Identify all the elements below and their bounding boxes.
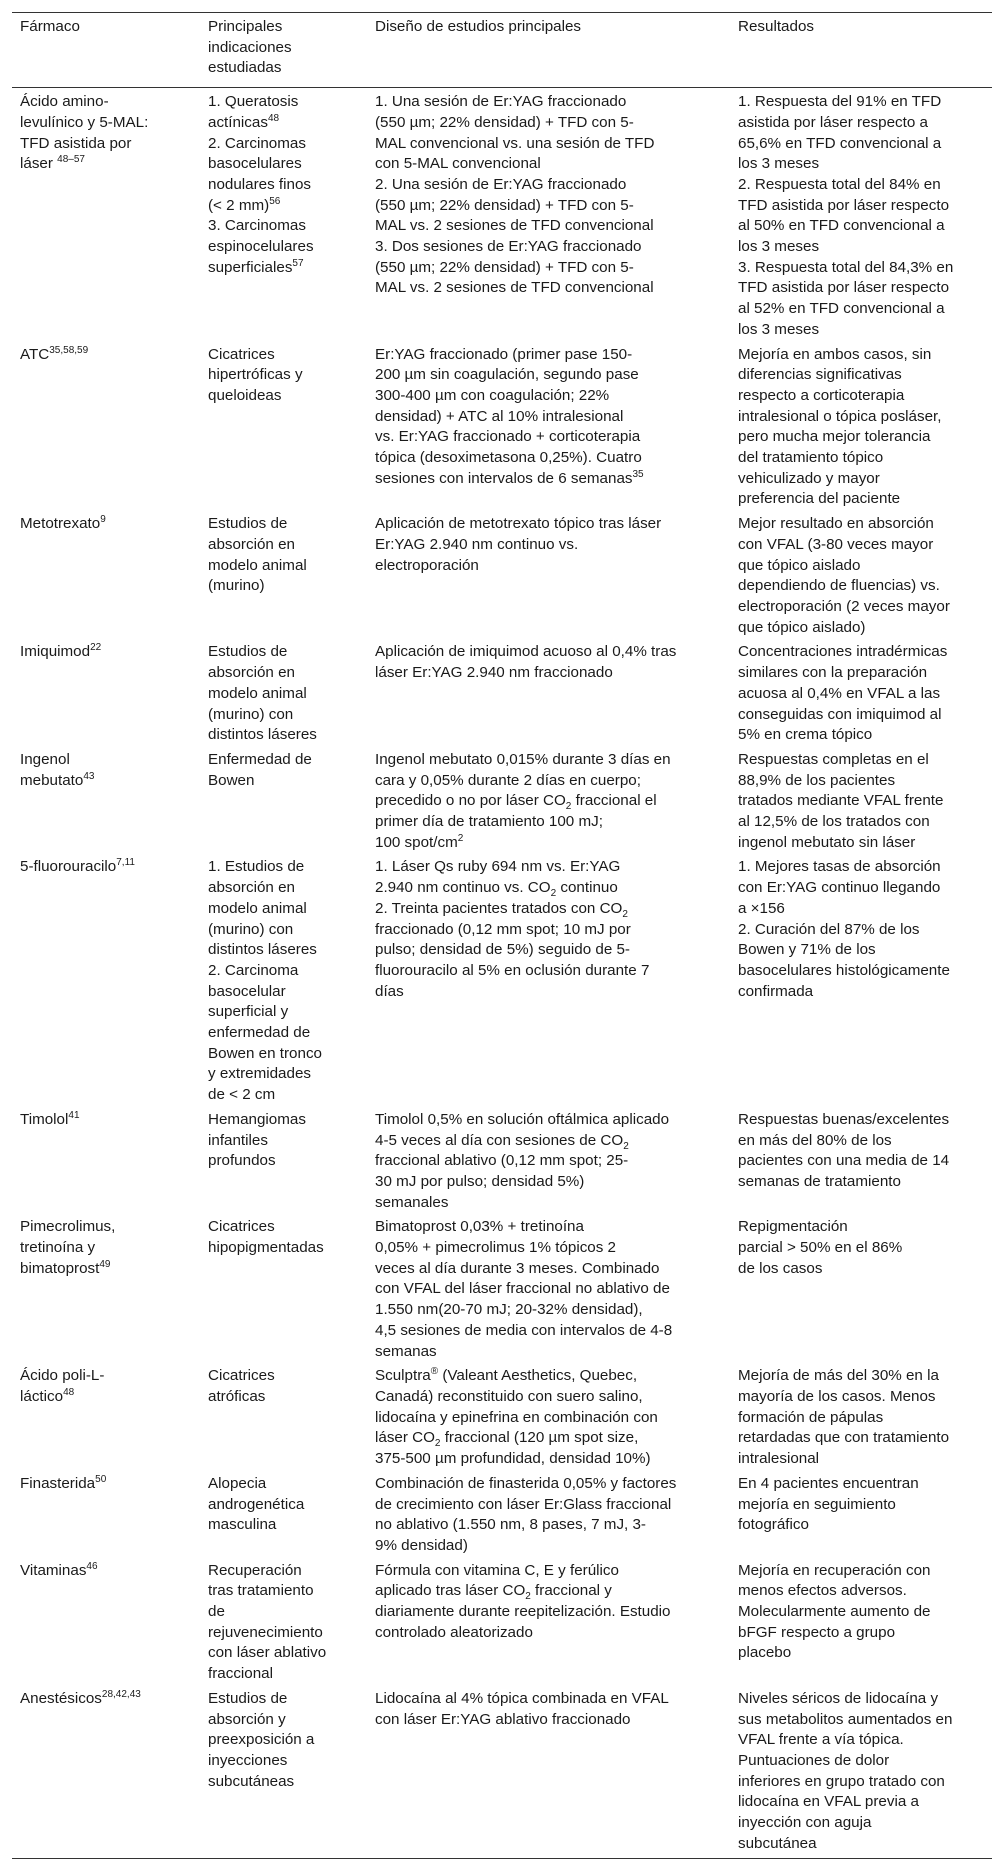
- cell-line: subcutánea: [738, 1834, 817, 1852]
- cell-line: Timolol$^{41}$: [20, 1109, 80, 1128]
- drug-cell: [12, 1561, 200, 1689]
- cell-line: no ablativo (1.550 nm, 8 pases, 7 mJ, 3-: [375, 1516, 646, 1534]
- cell-line: Vitaminas$^{46}$: [20, 1560, 98, 1579]
- header-results: [730, 13, 992, 88]
- cell-line: sus metabolitos aumentados en: [738, 1710, 953, 1728]
- cell-line: MAL vs. 2 sesiones de TFD convencional: [375, 217, 654, 235]
- cell-line: Lidocaína al 4% tópica combinada en VFAL: [375, 1689, 669, 1707]
- cell-line: atróficas: [208, 1388, 266, 1405]
- cell-line: al 12,5% de los tratados con: [738, 813, 930, 831]
- table-row: [12, 857, 992, 1109]
- table-row: [12, 1217, 992, 1366]
- cell-line: 2. Carcinoma: [208, 961, 299, 979]
- cell-line: Er:YAG fraccionado (primer pase 150-: [375, 345, 633, 363]
- cell-line: tras tratamiento: [208, 1582, 314, 1600]
- cell-line: Niveles séricos de lidocaína y: [738, 1689, 939, 1707]
- cell-line: (550 µm; 22% densidad) + TFD con 5-: [375, 258, 634, 276]
- cell-line: absorción en: [208, 535, 295, 553]
- drug-cell: [12, 857, 200, 1109]
- cell-line: subcutáneas: [208, 1772, 295, 1790]
- cell-line: similares con la preparación: [738, 664, 928, 682]
- cell-line: pero mucha mejor tolerancia: [738, 428, 931, 446]
- cell-line: 1. Estudios de: [208, 858, 305, 876]
- cell-line: superficial y: [208, 1003, 289, 1021]
- cell-line: Estudios de: [208, 515, 288, 533]
- cell-line: láser $^{48-57}$: [20, 154, 85, 173]
- cell-line: 4-5 veces al día con sesiones de $CO_2$: [375, 1131, 629, 1152]
- cell-line: inferiores en grupo tratado con: [738, 1772, 945, 1790]
- cell-line: infantiles: [208, 1131, 268, 1149]
- table-header-row: [12, 13, 992, 88]
- cell-line: fluorouracilo al 5% en oclusión durante 7: [375, 961, 650, 979]
- cell-line: Bimatoprost 0,03% + tretinoína: [375, 1218, 584, 1236]
- cell-line: Recuperación: [208, 1561, 302, 1579]
- cell-line: 3. Carcinomas: [208, 217, 306, 235]
- cell-line: basocelulares histológicamente: [738, 961, 950, 979]
- header-drug: [12, 13, 200, 88]
- cell-line: 1.550 nm(20-70 mJ; 20-32% densidad),: [375, 1301, 643, 1319]
- cell-line: de crecimiento con láser Er:Glass fraccional: [375, 1495, 672, 1513]
- indications-cell: [200, 1217, 367, 1366]
- results-cell: [730, 1217, 992, 1366]
- cell-line: con VFAL (3-80 veces mayor: [738, 535, 934, 553]
- cell-line: semanales: [375, 1193, 449, 1211]
- cell-line: 2. Respuesta total del 84% en: [738, 175, 941, 193]
- indications-cell: [200, 642, 367, 750]
- cell-line: androgenética: [208, 1495, 305, 1513]
- results-cell: [730, 1561, 992, 1689]
- results-cell: [730, 642, 992, 750]
- cell-line: Finasterida$^{50}$: [20, 1473, 107, 1492]
- cell-line: distintos láseres: [208, 941, 317, 959]
- design-cell: [367, 642, 730, 750]
- cell-line: nodulares finos: [208, 175, 312, 193]
- cell-line: aplicado tras láser $CO_2$ fraccional y: [375, 1582, 612, 1603]
- table-row: [12, 88, 992, 345]
- cell-line: Canadá) reconstituido con suero salino,: [375, 1388, 643, 1405]
- cell-line: queloideas: [208, 386, 282, 404]
- cell-line: láctico$^{48}$: [20, 1386, 75, 1405]
- header-indications: [200, 13, 367, 88]
- cell-line: 1. Mejores tasas de absorción: [738, 858, 941, 876]
- cell-line: modelo animal: [208, 899, 307, 917]
- cell-line: Bowen: [208, 771, 255, 789]
- drug-cell: [12, 1689, 200, 1859]
- cell-line: Bowen y 71% de los: [738, 941, 876, 959]
- cell-line: Fórmula con vitamina C, E y ferúlico: [375, 1561, 619, 1579]
- cell-line: VFAL frente a vía tópica.: [738, 1731, 904, 1749]
- cell-line: pulso; densidad de 5%) seguido de 5-: [375, 941, 630, 959]
- cell-line: Combinación de finasterida 0,05% y factores: [375, 1474, 677, 1492]
- cell-line: actínicas$^{48}$: [208, 112, 280, 131]
- cell-line: Mejor resultado en absorción: [738, 515, 934, 533]
- cell-line: MAL convencional vs. una sesión de TFD: [375, 134, 655, 152]
- cell-line: electroporación (2 veces mayor: [738, 597, 950, 615]
- cell-line: 100 spot/$cm^2$: [375, 832, 464, 851]
- cell-line: levulínico y 5-MAL:: [20, 113, 149, 131]
- cell-line: respecto a corticoterapia: [738, 386, 905, 404]
- cell-line: mejoría en seguimiento: [738, 1495, 896, 1513]
- cell-line: (550 µm; 22% densidad) + TFD con 5-: [375, 196, 634, 214]
- cell-line: 88,9% de los pacientes: [738, 771, 896, 789]
- cell-line: Imiquimod$^{22}$: [20, 642, 102, 661]
- design-cell: [367, 514, 730, 642]
- cell-line: y extremidades: [208, 1065, 311, 1083]
- cell-line: Mejoría de más del 30% en la: [738, 1367, 939, 1385]
- indications-cell: [200, 1561, 367, 1689]
- cell-line: 4,5 sesiones de media con intervalos de 4-8: [375, 1321, 673, 1339]
- cell-line: Molecularmente aumento de: [738, 1603, 931, 1621]
- cell-line: rejuvenecimiento: [208, 1623, 323, 1641]
- cell-line: lidocaína y epinefrina en combinación con: [375, 1408, 658, 1426]
- cell-line: (< 2 mm)$^{56}$: [208, 195, 281, 214]
- cell-line: TFD asistida por: [20, 134, 132, 152]
- cell-line: Estudios de: [208, 1689, 288, 1707]
- cell-line: láser Er:YAG 2.940 nm fraccionado: [375, 664, 613, 682]
- design-cell: [367, 857, 730, 1109]
- drug-cell: [12, 1110, 200, 1218]
- cell-line: Ácido amino-: [20, 93, 109, 111]
- cell-line: absorción y: [208, 1710, 286, 1728]
- cell-line: electroporación: [375, 556, 479, 574]
- table-row: [12, 642, 992, 750]
- drug-cell: [12, 88, 200, 345]
- drug-cell: [12, 514, 200, 642]
- cell-line: modelo animal: [208, 684, 307, 702]
- cell-line: 2. Carcinomas: [208, 134, 306, 152]
- cell-line: controlado aleatorizado: [375, 1623, 533, 1641]
- cell-line: Mejoría en recuperación con: [738, 1561, 931, 1579]
- drug-cell: [12, 1474, 200, 1561]
- cell-line: 2. Treinta pacientes tratados con $CO_2$: [375, 899, 628, 920]
- cell-line: 1. Una sesión de Er:YAG fraccionado: [375, 93, 627, 111]
- cell-line: Concentraciones intradérmicas: [738, 643, 948, 661]
- indications-cell: [200, 345, 367, 515]
- cell-line: intralesional o tópica posláser,: [738, 407, 942, 425]
- cell-line: cara y 0,05% durante 2 días en cuerpo;: [375, 771, 641, 789]
- table-row: [12, 1561, 992, 1689]
- cell-line: (murino) con: [208, 920, 294, 938]
- cell-line: con láser Er:YAG ablativo fraccionado: [375, 1710, 631, 1728]
- cell-line: vehiculizado y mayor: [738, 469, 880, 487]
- cell-line: Bowen en tronco: [208, 1044, 322, 1062]
- cell-line: al 50% en TFD convencional a: [738, 217, 945, 235]
- results-cell: [730, 88, 992, 345]
- cell-line: TFD asistida por láser respecto: [738, 196, 950, 214]
- drug-delivery-table: [12, 12, 992, 1859]
- cell-line: 2. Curación del 87% de los: [738, 920, 920, 938]
- cell-line: Anestésicos$^{28,42,43}$: [20, 1688, 141, 1707]
- cell-line: Cicatrices: [208, 345, 275, 363]
- cell-line: 65,6% en TFD convencional a: [738, 134, 942, 152]
- cell-line: 3. Dos sesiones de Er:YAG fraccionado: [375, 238, 642, 256]
- cell-line: días: [375, 982, 404, 1000]
- cell-line: Metotrexato$^9$: [20, 514, 106, 533]
- table-row: [12, 1110, 992, 1218]
- cell-line: Cicatrices: [208, 1367, 275, 1385]
- cell-line: fotográfico: [738, 1516, 809, 1534]
- cell-line: Repigmentación: [738, 1218, 848, 1236]
- cell-line: Aplicación de imiquimod acuoso al 0,4% tras: [375, 643, 677, 661]
- design-cell: [367, 1689, 730, 1859]
- cell-line: 2. Una sesión de Er:YAG fraccionado: [375, 175, 627, 193]
- design-cell: [367, 1110, 730, 1218]
- table-row: [12, 514, 992, 642]
- cell-line: 375-500 µm profundidad, densidad 10%): [375, 1450, 651, 1468]
- cell-line: indicaciones: [208, 38, 292, 56]
- table-row: [12, 750, 992, 858]
- cell-line: 200 µm sin coagulación, segundo pase: [375, 366, 639, 384]
- cell-line: 30 mJ por pulso; densidad 5%): [375, 1172, 585, 1190]
- cell-line: (murino) con: [208, 705, 294, 723]
- drug-cell: [12, 642, 200, 750]
- cell-line: sesiones con intervalos de 6 semanas$^{35}$: [375, 468, 644, 487]
- cell-line: absorción en: [208, 879, 295, 897]
- cell-line: Pimecrolimus,: [20, 1218, 116, 1236]
- cell-line: a ×156: [738, 899, 785, 917]
- cell-line: basocelulares: [208, 155, 302, 173]
- cell-line: retardadas que con tratamiento: [738, 1429, 950, 1447]
- cell-line: semanas de tratamiento: [738, 1172, 901, 1190]
- results-cell: [730, 1110, 992, 1218]
- cell-line: (murino): [208, 577, 265, 595]
- cell-line: Aplicación de metotrexato tópico tras láser: [375, 515, 662, 533]
- cell-line: Timolol 0,5% en solución oftálmica aplicado: [375, 1110, 670, 1128]
- cell-line: que tópico aislado: [738, 556, 861, 574]
- cell-line: intralesional: [738, 1450, 820, 1468]
- cell-line: conseguidas con imiquimod al: [738, 705, 942, 723]
- cell-line: Resultados: [738, 18, 814, 35]
- cell-line: superficiales$^{57}$: [208, 257, 304, 276]
- cell-line: MAL vs. 2 sesiones de TFD convencional: [375, 279, 654, 297]
- cell-line: distintos láseres: [208, 726, 317, 744]
- cell-line: inyección con aguja: [738, 1814, 872, 1832]
- cell-line: tretinoína y: [20, 1239, 96, 1257]
- cell-line: los 3 meses: [738, 320, 820, 338]
- design-cell: [367, 1366, 730, 1474]
- cell-line: En 4 pacientes encuentran: [738, 1474, 919, 1492]
- indications-cell: [200, 514, 367, 642]
- cell-line: 0,05% + pimecrolimus 1% tópicos 2: [375, 1239, 617, 1257]
- cell-line: mebutato$^{43}$: [20, 770, 95, 789]
- cell-line: parcial > 50% en el 86%: [738, 1239, 903, 1257]
- cell-line: vs. Er:YAG fraccionado + corticoterapia: [375, 428, 641, 446]
- cell-line: ingenol mebutato sin láser: [738, 833, 916, 851]
- cell-line: masculina: [208, 1516, 277, 1534]
- results-cell: [730, 345, 992, 515]
- cell-line: Principales: [208, 18, 283, 35]
- cell-line: fraccionado (0,12 mm spot; 10 mJ por: [375, 920, 631, 938]
- results-cell: [730, 1366, 992, 1474]
- cell-line: 1. Queratosis: [208, 93, 299, 111]
- cell-line: Ingenol mebutato 0,015% durante 3 días en: [375, 750, 671, 768]
- cell-line: 300-400 µm con coagulación; 22%: [375, 386, 610, 404]
- cell-line: Diseño de estudios principales: [375, 18, 581, 35]
- drug-cell: [12, 750, 200, 858]
- design-cell: [367, 345, 730, 515]
- design-cell: [367, 88, 730, 345]
- cell-line: 2.940 nm continuo vs. $CO_2$ continuo: [375, 879, 618, 900]
- indications-cell: [200, 1689, 367, 1859]
- cell-line: fraccional: [208, 1665, 273, 1683]
- cell-line: bFGF respecto a grupo: [738, 1623, 896, 1641]
- cell-line: 1. Respuesta del 91% en TFD: [738, 93, 942, 111]
- cell-line: ATC$^{35,58,59}$: [20, 344, 89, 363]
- table-row: [12, 1366, 992, 1474]
- indications-cell: [200, 88, 367, 345]
- cell-line: Fármaco: [20, 18, 80, 35]
- cell-line: diferencias significativas: [738, 366, 902, 384]
- indications-cell: [200, 1110, 367, 1218]
- cell-line: primer día de tratamiento 100 mJ;: [375, 813, 603, 831]
- design-cell: [367, 1474, 730, 1561]
- cell-line: Ingenol: [20, 750, 70, 768]
- drug-cell: [12, 1217, 200, 1366]
- header-study-design: [367, 13, 730, 88]
- cell-line: hipertróficas y: [208, 366, 303, 384]
- cell-line: placebo: [738, 1644, 792, 1662]
- indications-cell: [200, 857, 367, 1109]
- cell-line: veces al día durante 3 meses. Combinado: [375, 1259, 660, 1277]
- table-row: [12, 1474, 992, 1561]
- cell-line: del tratamiento tópico: [738, 449, 884, 467]
- cell-line: los 3 meses: [738, 155, 820, 173]
- cell-line: Mejoría en ambos casos, sin: [738, 345, 932, 363]
- cell-line: tratados mediante VFAL frente: [738, 792, 944, 810]
- cell-line: 5% en crema tópico: [738, 726, 873, 744]
- cell-line: 5-fluorouracilo$^{7,11}$: [20, 857, 135, 876]
- cell-line: enfermedad de: [208, 1024, 311, 1042]
- cell-line: diariamente durante reepitelización. Estudio: [375, 1603, 671, 1621]
- cell-line: modelo animal: [208, 556, 307, 574]
- cell-line: confirmada: [738, 982, 814, 1000]
- cell-line: preexposición a: [208, 1731, 315, 1749]
- cell-line: Respuestas completas en el: [738, 750, 929, 768]
- cell-line: 3. Respuesta total del 84,3% en: [738, 258, 954, 276]
- cell-line: en más del 80% de los: [738, 1131, 892, 1149]
- cell-line: Sculptra® (Valeant Aesthetics, Quebec,: [375, 1366, 638, 1385]
- cell-line: Cicatrices: [208, 1218, 275, 1236]
- indications-cell: [200, 1366, 367, 1474]
- drug-cell: [12, 345, 200, 515]
- cell-line: preferencia del paciente: [738, 490, 901, 508]
- cell-line: Respuestas buenas/excelentes: [738, 1110, 950, 1128]
- cell-line: semanas: [375, 1342, 437, 1360]
- cell-line: con láser ablativo: [208, 1644, 327, 1662]
- cell-line: fraccional ablativo (0,12 mm spot; 25-: [375, 1152, 629, 1170]
- cell-line: bimatoprost$^{49}$: [20, 1258, 111, 1277]
- cell-line: hipopigmentadas: [208, 1239, 324, 1257]
- results-cell: [730, 1474, 992, 1561]
- design-cell: [367, 1561, 730, 1689]
- cell-line: menos efectos adversos.: [738, 1582, 907, 1600]
- cell-line: formación de pápulas: [738, 1408, 884, 1426]
- cell-line: de: [208, 1603, 225, 1621]
- cell-line: absorción en: [208, 664, 295, 682]
- cell-line: Er:YAG 2.940 nm continuo vs.: [375, 535, 579, 553]
- cell-line: precedido o no por láser $CO_2$ fraccional el: [375, 792, 657, 813]
- cell-line: asistida por láser respecto a: [738, 113, 928, 131]
- cell-line: de < 2 cm: [208, 1086, 276, 1104]
- design-cell: [367, 1217, 730, 1366]
- cell-line: dependiendo de fluencias) vs.: [738, 577, 940, 595]
- cell-line: los 3 meses: [738, 238, 820, 256]
- cell-line: espinocelulares: [208, 238, 314, 256]
- cell-line: inyecciones: [208, 1751, 288, 1769]
- results-cell: [730, 514, 992, 642]
- drug-cell: [12, 1366, 200, 1474]
- cell-line: mayoría de los casos. Menos: [738, 1388, 936, 1405]
- indications-cell: [200, 1474, 367, 1561]
- cell-line: 9% densidad): [375, 1536, 468, 1554]
- results-cell: [730, 750, 992, 858]
- cell-line: pacientes con una media de 14: [738, 1152, 950, 1170]
- results-cell: [730, 857, 992, 1109]
- cell-line: al 52% en TFD convencional a: [738, 300, 945, 318]
- cell-line: 1. Láser Qs ruby 694 nm vs. Er:YAG: [375, 858, 621, 876]
- design-cell: [367, 750, 730, 858]
- cell-line: Puntuaciones de dolor: [738, 1751, 890, 1769]
- cell-line: Hemangiomas: [208, 1110, 306, 1128]
- cell-line: Ácido poli-L-: [20, 1367, 105, 1385]
- cell-line: que tópico aislado): [738, 618, 866, 636]
- cell-line: TFD asistida por láser respecto: [738, 279, 950, 297]
- results-cell: [730, 1689, 992, 1859]
- cell-line: estudiadas: [208, 59, 282, 77]
- cell-line: Alopecia: [208, 1474, 267, 1492]
- cell-line: (550 µm; 22% densidad) + TFD con 5-: [375, 113, 634, 131]
- indications-cell: [200, 750, 367, 858]
- cell-line: profundos: [208, 1152, 276, 1170]
- cell-line: con Er:YAG continuo llegando: [738, 879, 941, 897]
- cell-line: densidad) + ATC al 10% intralesional: [375, 407, 624, 425]
- cell-line: acuosa al 0,4% en VFAL a las: [738, 684, 941, 702]
- cell-line: Enfermedad de: [208, 750, 312, 768]
- cell-line: tópica (desoximetasona 0,25%). Cuatro: [375, 449, 642, 467]
- cell-line: con 5-MAL convencional: [375, 155, 541, 173]
- cell-line: de los casos: [738, 1259, 823, 1277]
- cell-line: basocelular: [208, 982, 286, 1000]
- cell-line: lidocaína en VFAL previa a: [738, 1793, 919, 1811]
- table-row: [12, 345, 992, 515]
- cell-line: con VFAL del láser fraccional no ablativo de: [375, 1280, 670, 1298]
- cell-line: láser $CO_2$ fraccional (120 µm spot size,: [375, 1429, 639, 1450]
- table-row: [12, 1689, 992, 1859]
- cell-line: Estudios de: [208, 643, 288, 661]
